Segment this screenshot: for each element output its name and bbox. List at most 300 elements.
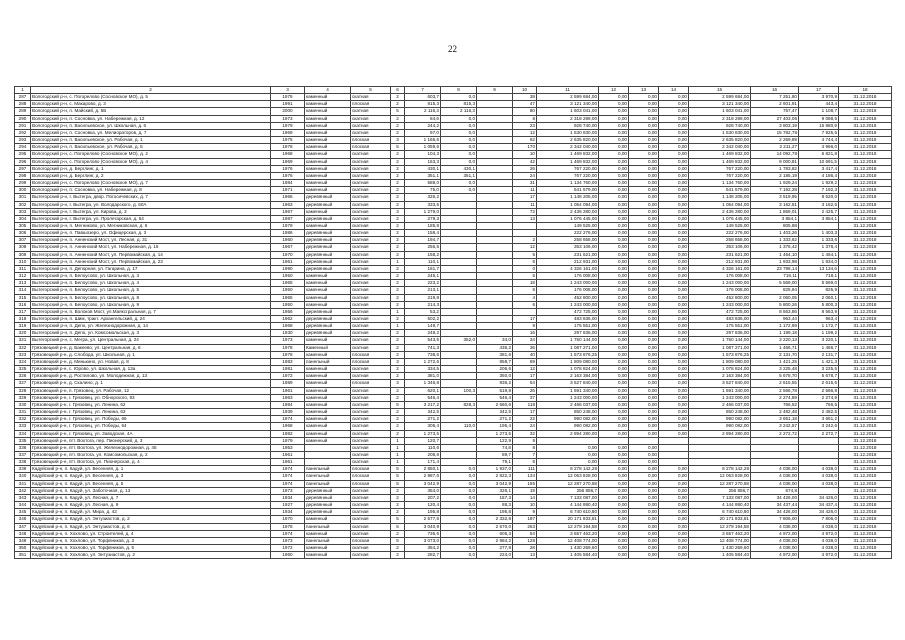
table-cell: 2 bbox=[391, 494, 405, 501]
table-cell: 0,00 bbox=[599, 137, 629, 144]
table-cell bbox=[799, 451, 839, 458]
table-cell: 0,00 bbox=[659, 251, 689, 258]
table-cell: 0,00 bbox=[659, 487, 689, 494]
table-cell: 0,00 bbox=[629, 94, 659, 101]
table-cell: 452 800,00 bbox=[689, 294, 751, 301]
table-cell: 4 144 890,40 bbox=[689, 502, 751, 509]
table-cell: скатная bbox=[351, 323, 391, 330]
table-cell: скатная bbox=[351, 165, 391, 172]
table-cell: 483 836,00 bbox=[689, 316, 751, 323]
table-cell: 0,00 bbox=[599, 523, 629, 530]
table-cell: 223,2 bbox=[405, 280, 441, 287]
table-cell: 5 bbox=[391, 480, 405, 487]
table-cell: плоская bbox=[351, 380, 391, 387]
table-cell: 5 bbox=[391, 516, 405, 523]
table-cell: 2 bbox=[391, 545, 405, 552]
table-cell: 1 076 445,00 bbox=[689, 215, 751, 222]
table-cell: 0,00 bbox=[629, 122, 659, 129]
table-cell: деревянный bbox=[305, 201, 351, 208]
table-cell: 7 806,0 bbox=[799, 516, 839, 523]
table-cell: 187 bbox=[513, 516, 537, 523]
table-cell: 2 bbox=[391, 158, 405, 165]
table-cell: 0,00 bbox=[599, 308, 629, 315]
table-cell: 4 744,4 bbox=[799, 137, 839, 144]
table-cell: 288 bbox=[15, 101, 31, 108]
table-cell: 0,0 bbox=[441, 115, 477, 122]
table-cell: 8 520,0 bbox=[799, 194, 839, 201]
table-cell: 1979 bbox=[271, 122, 305, 129]
table-cell: 858,7 bbox=[477, 358, 513, 365]
table-cell: скатная bbox=[351, 280, 391, 287]
table-cell: 323 bbox=[15, 351, 31, 358]
table-cell: Вытегорский р-н, п. Белоусово, ул. Школьная, д. 3 bbox=[31, 273, 271, 280]
table-cell: деревянный bbox=[305, 509, 351, 516]
table-cell: Кадуйский р-н, п. Кадуй, ул. Энтузиастов, д. 6 bbox=[31, 523, 271, 530]
table-cell: 31.12.2018 bbox=[839, 366, 892, 373]
table-cell: 3 042,9 bbox=[477, 480, 513, 487]
table-cell: 312 bbox=[15, 273, 31, 280]
table-cell: 0,00 bbox=[659, 129, 689, 136]
table-cell: панельный bbox=[305, 358, 351, 365]
table-cell: 1 333,6 bbox=[799, 237, 839, 244]
table-cell: скатная bbox=[351, 129, 391, 136]
table-cell: 0,0 bbox=[441, 494, 477, 501]
table-cell: 353 106,00 bbox=[689, 244, 751, 251]
table-cell: 1 bbox=[391, 323, 405, 330]
table-cell: 0,00 bbox=[629, 466, 659, 473]
table-cell: 735,6 bbox=[405, 530, 441, 537]
table-cell: 163,3 bbox=[405, 158, 441, 165]
table-cell: 0,00 bbox=[659, 215, 689, 222]
table-cell: 31.12.2018 bbox=[839, 373, 892, 380]
table-cell: 0,00 bbox=[659, 144, 689, 151]
table-cell: 1971 bbox=[271, 187, 305, 194]
table-cell: 3 121 340,00 bbox=[537, 101, 599, 108]
table-cell: 62 bbox=[513, 137, 537, 144]
table-cell: 345 bbox=[15, 509, 31, 516]
table-cell: 0,00 bbox=[659, 473, 689, 480]
table-cell: 0,00 bbox=[599, 487, 629, 494]
table-cell: 1967 bbox=[271, 244, 305, 251]
table-cell: 36 bbox=[513, 344, 537, 351]
table-cell: 31.12.2018 bbox=[839, 530, 892, 537]
table-cell: 4 038,0 bbox=[799, 545, 839, 552]
table-cell: 351,1 bbox=[405, 172, 441, 179]
table-cell: 31.12.2018 bbox=[839, 165, 892, 172]
table-cell: 3 527 840,00 bbox=[537, 380, 599, 387]
table-cell: 963,44 bbox=[751, 316, 799, 323]
table-cell: 2 211,27 bbox=[751, 144, 799, 151]
table-cell: 1939 bbox=[271, 409, 305, 416]
table-cell: 767 220,00 bbox=[689, 172, 751, 179]
table-cell: 2 bbox=[391, 337, 405, 344]
table-cell: 1984 bbox=[271, 401, 305, 408]
table-cell: 31.12.2018 bbox=[839, 172, 892, 179]
table-cell: 2 163 384,00 bbox=[689, 373, 751, 380]
table-cell: скатная bbox=[351, 151, 391, 158]
table-cell: каменный bbox=[305, 101, 351, 108]
table-cell: 2 bbox=[391, 172, 405, 179]
table-cell: 1934 bbox=[271, 509, 305, 516]
table-cell: 15 880,9 bbox=[799, 122, 839, 129]
table-cell bbox=[799, 444, 839, 451]
table-cell: 1961 bbox=[271, 459, 305, 466]
table-cell bbox=[799, 459, 839, 466]
table-cell: 1963 bbox=[271, 201, 305, 208]
table-cell: 34 426,00 bbox=[751, 494, 799, 501]
table-cell: 330 bbox=[15, 401, 31, 408]
table-cell: 319 bbox=[15, 323, 31, 330]
table-cell: скатная bbox=[351, 373, 391, 380]
table-cell: 350 bbox=[15, 545, 31, 552]
table-cell: 1930 bbox=[271, 330, 305, 337]
table-cell: Вытегорский р-н, г. Вытегра, ул. Кирова, д. 3 bbox=[31, 208, 271, 215]
table-cell: 290 bbox=[15, 115, 31, 122]
table-cell: 332 bbox=[15, 416, 31, 423]
table-row bbox=[15, 180, 892, 187]
table-cell: 4 972,0 bbox=[799, 552, 839, 559]
table-cell: Грязовецкий р-н, г. Грязовец, ул. Обнорского, 93 bbox=[31, 394, 271, 401]
table-cell bbox=[441, 265, 477, 272]
table-cell: 0,00 bbox=[629, 194, 659, 201]
table-cell: 767 220,00 bbox=[537, 172, 599, 179]
table-cell: 256 856,7 bbox=[537, 487, 599, 494]
table-cell: 0,00 bbox=[629, 394, 659, 401]
table-cell: Вытегорский р-н, п. Павшозеро, ул. Офицерская, д. 3 bbox=[31, 230, 271, 237]
table-cell: 0,00 bbox=[659, 165, 689, 172]
table-cell: 0,00 bbox=[599, 344, 629, 351]
table-cell: 0,0 bbox=[441, 137, 477, 144]
table-cell: 0,00 bbox=[659, 273, 689, 280]
table-cell: 14 bbox=[513, 494, 537, 501]
table-cell: 32 bbox=[513, 430, 537, 437]
table-cell: каменный bbox=[305, 545, 351, 552]
table-cell: 0,00 bbox=[599, 387, 629, 394]
table-cell bbox=[441, 273, 477, 280]
table-cell: 5 bbox=[391, 537, 405, 544]
table-cell: 0,00 bbox=[629, 158, 659, 165]
table-cell: 1 243 000,00 bbox=[689, 394, 751, 401]
table-cell: 0,00 bbox=[659, 316, 689, 323]
table-cell: 3 073,0 bbox=[405, 537, 441, 544]
table-row bbox=[15, 137, 892, 144]
table-cell: 31.12.2018 bbox=[839, 358, 892, 365]
table-cell: 4 038,00 bbox=[751, 466, 799, 473]
table-cell: 2 318 299,00 bbox=[689, 115, 751, 122]
table-cell: 4 144 890,40 bbox=[537, 502, 599, 509]
table-row bbox=[15, 344, 892, 351]
table-cell: 185,8 bbox=[405, 222, 441, 229]
table-cell: 0,0 bbox=[441, 509, 477, 516]
table-cell: 430,1 bbox=[405, 165, 441, 172]
table-cell: 1984 bbox=[271, 180, 305, 187]
table-cell: Вытегорский р-н, п. Белоусово, ул. Школьная, д. 4 bbox=[31, 280, 271, 287]
table-cell: Вологодский р-н, п. Сосновка, ул. Набережная, д. 8 bbox=[31, 187, 271, 194]
table-cell: каменный bbox=[305, 165, 351, 172]
table-cell: 1 279,0 bbox=[405, 208, 441, 215]
table-row bbox=[15, 151, 892, 158]
table-row bbox=[15, 494, 892, 501]
table-cell: 3 854,1 bbox=[751, 215, 799, 222]
page-number: 22 bbox=[448, 44, 457, 54]
table-cell: скатная bbox=[351, 344, 391, 351]
table-cell: 23 bbox=[513, 122, 537, 129]
table-cell: 2 615,55 bbox=[751, 380, 799, 387]
table-cell: 315 bbox=[15, 294, 31, 301]
table-cell: 31.12.2018 bbox=[839, 466, 892, 473]
table-cell: 158,4 bbox=[405, 230, 441, 237]
table-cell: 207,2 bbox=[405, 494, 441, 501]
table-cell bbox=[477, 180, 513, 187]
table-cell: 110,6 bbox=[405, 444, 441, 451]
table-cell: Вытегорский р-н, п. Мегниково, ул. Мегниковская, д. 6 bbox=[31, 222, 271, 229]
table-cell: деревянный bbox=[305, 323, 351, 330]
table-cell: 1 059,5 bbox=[405, 144, 441, 151]
table-cell: 231 621,00 bbox=[689, 251, 751, 258]
table-cell: 1970 bbox=[271, 251, 305, 258]
table-cell: 0,0 bbox=[441, 552, 477, 559]
table-cell: 31.12.2018 bbox=[839, 301, 892, 308]
table-cell: 1927 bbox=[271, 502, 305, 509]
table-cell bbox=[441, 366, 477, 373]
table-cell: 1978 bbox=[271, 344, 305, 351]
table-cell: скатная bbox=[351, 337, 391, 344]
table-cell: каменный bbox=[305, 222, 351, 229]
table-cell: 298 bbox=[15, 172, 31, 179]
table-cell: Вологодский р-н, п. Васильевское, ул. Рабочая, д. 5 bbox=[31, 144, 271, 151]
column-number: 7 bbox=[405, 87, 441, 94]
table-cell: 0,00 bbox=[659, 301, 689, 308]
table-cell: 1 469 832,00 bbox=[537, 158, 599, 165]
table-cell: 1 929,2 bbox=[799, 180, 839, 187]
table-cell: 9 bbox=[513, 509, 537, 516]
table-cell: 928 740,00 bbox=[689, 122, 751, 129]
table-cell: каменный bbox=[305, 423, 351, 430]
table-cell: 1950 bbox=[271, 287, 305, 294]
table-cell: скатная bbox=[351, 416, 391, 423]
table-cell bbox=[477, 287, 513, 294]
table-cell: 2 bbox=[391, 366, 405, 373]
table-cell bbox=[689, 444, 751, 451]
table-cell: Вологодский р-н, д. Берглинг, д. 2 bbox=[31, 172, 271, 179]
table-cell bbox=[477, 273, 513, 280]
table-cell: 297 636,00 bbox=[537, 330, 599, 337]
table-cell: 4 038,00 bbox=[751, 523, 799, 530]
table-cell: 344 bbox=[15, 502, 31, 509]
table-cell: 0,00 bbox=[659, 545, 689, 552]
table-cell: 31.12.2018 bbox=[839, 158, 892, 165]
table-cell: 2 635 820,00 bbox=[537, 137, 599, 144]
table-cell: 5 bbox=[513, 273, 537, 280]
table-cell: 2 116,3 bbox=[441, 108, 477, 115]
table-cell: 1950 bbox=[271, 301, 305, 308]
table-cell bbox=[477, 122, 513, 129]
table-cell: 338 bbox=[15, 459, 31, 466]
table-row bbox=[15, 466, 892, 473]
table-cell: 3 803,19 bbox=[751, 122, 799, 129]
table-cell: 294 bbox=[15, 144, 31, 151]
table-cell: 176 008,00 bbox=[537, 273, 599, 280]
table-cell: 271,2 bbox=[477, 416, 513, 423]
table-cell bbox=[441, 351, 477, 358]
table-cell: 279,3 bbox=[405, 215, 441, 222]
table-cell: 543,5 bbox=[405, 337, 441, 344]
table-cell: Кадуйский р-н, п. Кадуй, ул. Заботочная, д. 13 bbox=[31, 487, 271, 494]
table-cell: 603,7 bbox=[405, 94, 441, 101]
table-cell bbox=[513, 222, 537, 229]
table-cell: каменный bbox=[305, 387, 351, 394]
table-cell: 0,00 bbox=[629, 137, 659, 144]
table-cell: 0,00 bbox=[659, 523, 689, 530]
table-cell: 1974 bbox=[271, 416, 305, 423]
table-cell: 0,0 bbox=[441, 530, 477, 537]
table-cell: 2 599 684,00 bbox=[537, 94, 599, 101]
table-cell: Вытегорский р-н, г. Вытегра, двор. Погосичевских, д. 7 bbox=[31, 194, 271, 201]
table-row bbox=[15, 258, 892, 265]
table-cell: 990 082,00 bbox=[537, 423, 599, 430]
table-cell: 1961 bbox=[271, 258, 305, 265]
table-cell: 2 850,1 bbox=[405, 466, 441, 473]
table-cell: панельный bbox=[305, 523, 351, 530]
table-cell: 0,00 bbox=[629, 516, 659, 523]
table-cell: скатная bbox=[351, 194, 391, 201]
table-cell: 0,00 bbox=[599, 151, 629, 158]
table-cell bbox=[599, 437, 629, 444]
table-cell: 1982 bbox=[271, 430, 305, 437]
table-cell: 1987 bbox=[271, 215, 305, 222]
table-cell: 850 248,00 bbox=[689, 409, 751, 416]
table-cell: 5 bbox=[391, 466, 405, 473]
table-cell: 2 987,6 bbox=[405, 473, 441, 480]
table-cell: 53,2 bbox=[405, 308, 441, 315]
table-cell: 97,0 bbox=[405, 129, 441, 136]
table-cell: 1 bbox=[391, 437, 405, 444]
table-cell: 318 bbox=[15, 316, 31, 323]
table-cell: 3 242,57 bbox=[751, 423, 799, 430]
table-cell: 0,00 bbox=[659, 351, 689, 358]
table-cell bbox=[477, 316, 513, 323]
table-cell: 2 318 299,00 bbox=[537, 115, 599, 122]
table-row bbox=[15, 459, 892, 466]
table-cell: 110,0 bbox=[441, 423, 477, 430]
table-cell: 175 551,00 bbox=[537, 323, 599, 330]
table-cell: 3 657 463,20 bbox=[689, 530, 751, 537]
table-cell: 2 482,5 bbox=[799, 409, 839, 416]
table-cell: 2000 bbox=[271, 108, 305, 115]
table-cell: 0,00 bbox=[599, 509, 629, 516]
table-cell: 1 273,5 bbox=[477, 430, 513, 437]
table-cell: 244,2 bbox=[405, 122, 441, 129]
table-cell: 1 937,0 bbox=[477, 466, 513, 473]
table-cell bbox=[799, 437, 839, 444]
table-cell: 0,00 bbox=[659, 494, 689, 501]
table-cell: 6 bbox=[513, 301, 537, 308]
table-cell: 13 134,6 bbox=[799, 265, 839, 272]
table-cell: 0,00 bbox=[599, 122, 629, 129]
table-cell: 175 551,00 bbox=[689, 323, 751, 330]
table-cell: 0,00 bbox=[629, 373, 659, 380]
table-cell: 1963 bbox=[271, 394, 305, 401]
table-cell: 18 bbox=[513, 280, 537, 287]
table-cell bbox=[477, 187, 513, 194]
table-cell: 7 925,5 bbox=[799, 129, 839, 136]
table-cell: каменный bbox=[305, 137, 351, 144]
table-cell: 320 bbox=[15, 330, 31, 337]
table-cell: 256 856,7 bbox=[689, 487, 751, 494]
table-cell bbox=[477, 101, 513, 108]
table-cell: 120,7 bbox=[405, 437, 441, 444]
table-cell: 1 591 340,00 bbox=[689, 387, 751, 394]
table-cell: 1 573 876,25 bbox=[537, 351, 599, 358]
table-cell: 990 082,00 bbox=[537, 416, 599, 423]
table-cell: 2 bbox=[391, 416, 405, 423]
table-cell bbox=[689, 451, 751, 458]
table-cell: 7 192,3 bbox=[799, 187, 839, 194]
table-cell: 2 660,6 bbox=[477, 401, 513, 408]
table-cell: 0,00 bbox=[599, 409, 629, 416]
table-cell: скатная bbox=[351, 444, 391, 451]
table-cell: 0,00 bbox=[599, 358, 629, 365]
table-cell bbox=[441, 323, 477, 330]
table-cell: 0,00 bbox=[599, 187, 629, 194]
table-cell: 20 171 933,81 bbox=[689, 516, 751, 523]
column-number: 10 bbox=[513, 87, 537, 94]
table-cell: 1 172,69 bbox=[751, 323, 799, 330]
table-cell: 1975 bbox=[271, 137, 305, 144]
table-cell: 0,00 bbox=[659, 409, 689, 416]
table-cell: каменный bbox=[305, 273, 351, 280]
table-cell: 79,1 bbox=[477, 459, 513, 466]
table-cell bbox=[751, 437, 799, 444]
table-cell: 0,00 bbox=[659, 194, 689, 201]
table-cell: 0,00 bbox=[629, 215, 659, 222]
table-cell: 289 bbox=[15, 108, 31, 115]
table-cell: 815,3 bbox=[441, 101, 477, 108]
table-cell: 2 131,7 bbox=[799, 351, 839, 358]
table-cell: 0,0 bbox=[441, 151, 477, 158]
table-cell: 0,00 bbox=[599, 237, 629, 244]
table-cell: 40 bbox=[513, 351, 537, 358]
table-row bbox=[15, 215, 892, 222]
table-cell: 7 806,00 bbox=[751, 516, 799, 523]
table-cell: 1978 bbox=[271, 523, 305, 530]
table-cell: 0,0 bbox=[441, 122, 477, 129]
table-cell: каменный bbox=[305, 301, 351, 308]
table-cell: 2 bbox=[391, 115, 405, 122]
table-cell: Кадуйский р-н, п. Хохлово, ул. Торфяников, д. 3 bbox=[31, 537, 271, 544]
table-cell: 1 405 584,40 bbox=[689, 552, 751, 559]
table-cell bbox=[441, 430, 477, 437]
table-cell: 31.12.2018 bbox=[839, 401, 892, 408]
table-cell: 0,00 bbox=[659, 151, 689, 158]
table-cell: 1 134 760,00 bbox=[689, 180, 751, 187]
table-cell: 5 800,26 bbox=[751, 301, 799, 308]
table-row bbox=[15, 545, 892, 552]
table-cell: 2 bbox=[391, 165, 405, 172]
table-cell: 2 bbox=[391, 215, 405, 222]
table-cell: 0,00 bbox=[599, 144, 629, 151]
table-cell: 0,00 bbox=[629, 180, 659, 187]
table-cell: Грязовецкий р-н, п. Грязовец, ул. Рабочая, 12 bbox=[31, 387, 271, 394]
table-cell: 4 038,00 bbox=[751, 480, 799, 487]
table-row bbox=[15, 172, 892, 179]
table-cell: 0,00 bbox=[629, 273, 659, 280]
table-cell: 2 894 280,00 bbox=[689, 430, 751, 437]
table-cell: 1969 bbox=[271, 158, 305, 165]
table-cell: 541 579,00 bbox=[689, 187, 751, 194]
table-cell: 31.12.2018 bbox=[839, 237, 892, 244]
table-cell: 31.12.2018 bbox=[839, 308, 892, 315]
